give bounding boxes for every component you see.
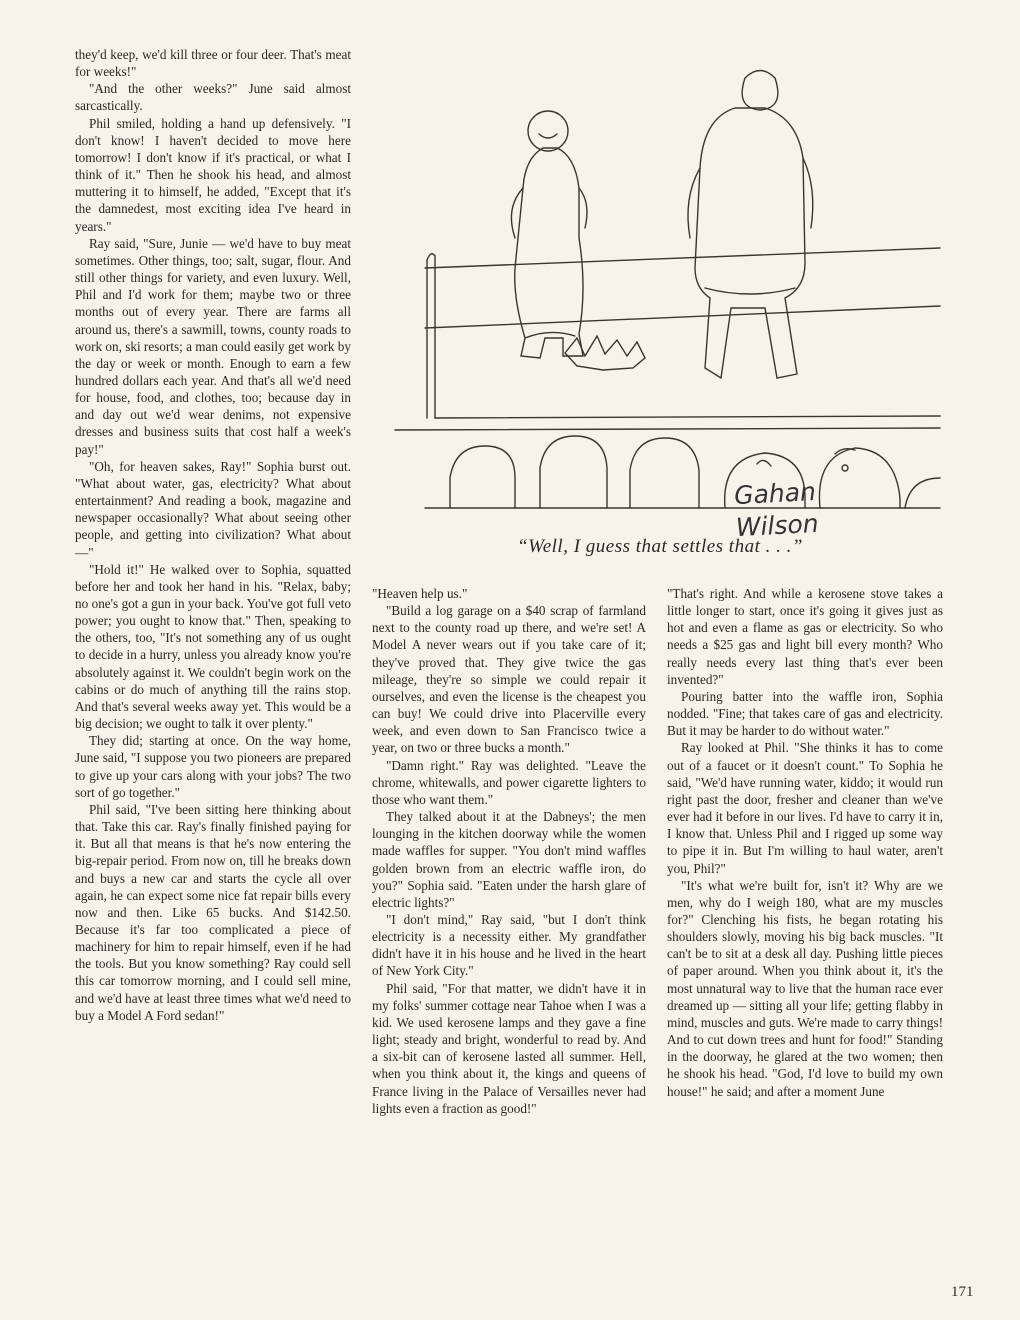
signature-line: Gahan (733, 476, 817, 511)
paragraph: "I don't mind," Ray said, "but I don't think electricity is a necessity either. My grandfather didn't have it in his house and he lived in the heart of New York City." (372, 911, 646, 979)
paragraph: They did; starting at once. On the way home, June said, "I suppose you two pioneers are prepared to give up your cars along with your jobs? The two sort of go together." (75, 733, 351, 800)
paragraph: They talked about it at the Dabneys'; the men lounging in the kitchen doorway while the women made waffles for supper. "You don't mind waffles golden brown from an electric waffle iron, do you?" Sophia said. "Eaten under the harsh glare of electric lights?" (372, 809, 646, 910)
artist-signature (733, 476, 819, 544)
paragraph: "Hold it!" He walked over to Sophia, squatted before her and took her hand in his. "Relax, baby; no one's got a gun in your back. You've got full veto power; you ought to know that." Then, speaking to the others, too, "It's not something any of us ought to decide in a hurry, unless you already know you're absolutely against it. We couldn't begin work on the cabins or do much of anything till the rains stop. And that's several weeks away yet. This would be a big decision; we ought to talk it over plenty." (75, 561, 351, 732)
cartoon-caption: “Well, I guess that settles that . . .” (517, 536, 803, 557)
paragraph: "And the other weeks?" June said almost sarcastically. (75, 81, 351, 114)
cartoon-drawing (365, 38, 965, 518)
paragraph: Phil smiled, holding a hand up defensively. "I don't know! I haven't decided to move here tomorrow! I don't know if it's practical, or what I think of it." Then he shook his head, and almost muttering it to himself, he added, "Except that it's the damnedest, most exciting idea I've heard in years." (75, 115, 351, 234)
paragraph: Pouring batter into the waffle iron, Sophia nodded. "Fine; that takes care of gas and electricity. But it may be harder to do without water." (667, 688, 943, 739)
paragraph: "Oh, for heaven sakes, Ray!" Sophia burst out. "What about water, gas, electricity? What about entertainment? And reading a book, magazine and newspaper occasionally? What about seeing other people, and getting into civilization? What about —" (75, 458, 351, 560)
text-column-left (75, 46, 351, 1024)
text-column-right (667, 585, 943, 1100)
text-column-middle (372, 585, 646, 1117)
paragraph: "Damn right." Ray was delighted. "Leave the chrome, whitewalls, and power cigarette lighters to those who want them." (372, 757, 646, 807)
paragraph: they'd keep, we'd kill three or four deer. That's meat for weeks!" (75, 47, 351, 80)
paragraph: Phil said, "For that matter, we didn't have it in my folks' summer cottage near Tahoe when I was a kid. We used kerosene lamps and they gave a fine light; steady and bright, wonderful to read by. And a six-bit can of kerosene lasted all summer. Hell, when you think about it, the kings and queens of France living in the Palace of Versailles never had lights even a fraction as good!" (372, 980, 646, 1116)
paragraph: "It's what we're built for, isn't it? Why are we men, why do I weigh 180, what are my muscles for?" Clenching his fists, he began rotating his shoulders slowly, moving his big back muscles. "It can't be to sit at a desk all day. Pushing little pieces of paper around. When you think about it, it's the most unnatural way to live that the human race ever dreamed up — sitting all your life; getting flabby in mind, muscles and guts. We're made to carry things! And to cut down trees and hunt for food!" Standing in the doorway, he glared at the two women; then he shook his head. "God, I'd love to build my own house!" he said; and after a moment June (667, 877, 943, 1099)
paragraph: Phil said, "I've been sitting here thinking about that. Take this car. Ray's finally finished paying for it. But all that means is that he's now entering the big-repair period. From now on, till he breaks down and buys a new car and starts the cycle all over again, he can expect some nice fat repair bills every now and then. Like 65 bucks. And $142.50. Because it's far too complicated a piece of machinery for him to repair himself, even if he had the tools. But you know something? Ray could sell this car tomorrow morning, and I could sell mine, and we'd have at least three times what we'd need to buy a Model A Ford sedan!" (75, 801, 351, 1023)
paragraph: "That's right. And while a kerosene stove takes a little longer to start, once it's going it gives just as hot and even a flame as gas or electricity. So who needs a $25 gas and light bill every month? Who really needs every last thing that's ever been invented?" (667, 586, 943, 687)
paragraph: Ray said, "Sure, Junie — we'd have to buy meat sometimes. Other things, too; salt, sugar, flour. And still other things for variety, and even luxury. Well, Phil and I'd work for them; maybe two or three months out of every year. There are farms all around us, there's a sawmill, towns, county roads to work on, ski resorts; a man could easily get work by the day or week or month. Enough to earn a few hundred dollars each year. And that's all we'd need for house, food, and clothes, too; because day in and day out we'd wear denims, not expensive dresses and business suits that cost half a week's pay!" (75, 235, 351, 457)
page-number: 171 (951, 1284, 974, 1300)
cartoon-illustration (365, 38, 965, 543)
paragraph: "Heaven help us." (372, 586, 468, 601)
paragraph: Ray looked at Phil. "She thinks it has to come out of a faucet or it doesn't count." To Sophia he said, "We'd have running water, kiddo; it would run right past the door, fresher and cleaner than we've ever had it before in our lives. I'd have to carry it in, I know that. Unless Phil and I rigged up some way to pipe it in. But I'm willing to haul water, aren't you, Phil?" (667, 740, 943, 876)
signature-line: Wilson (735, 508, 820, 543)
paragraph: "Build a log garage on a $40 scrap of farmland next to the county road up there, and we're set! A Model A never wears out if you take care of it; they've proved that. They give twice the gas mileage, they're so simple we could repair it ourselves, and even the license is the cheapest you can buy! We could drive into Placerville every week, and even down to San Francisco twice a year, on two or three bucks a month." (372, 603, 646, 756)
